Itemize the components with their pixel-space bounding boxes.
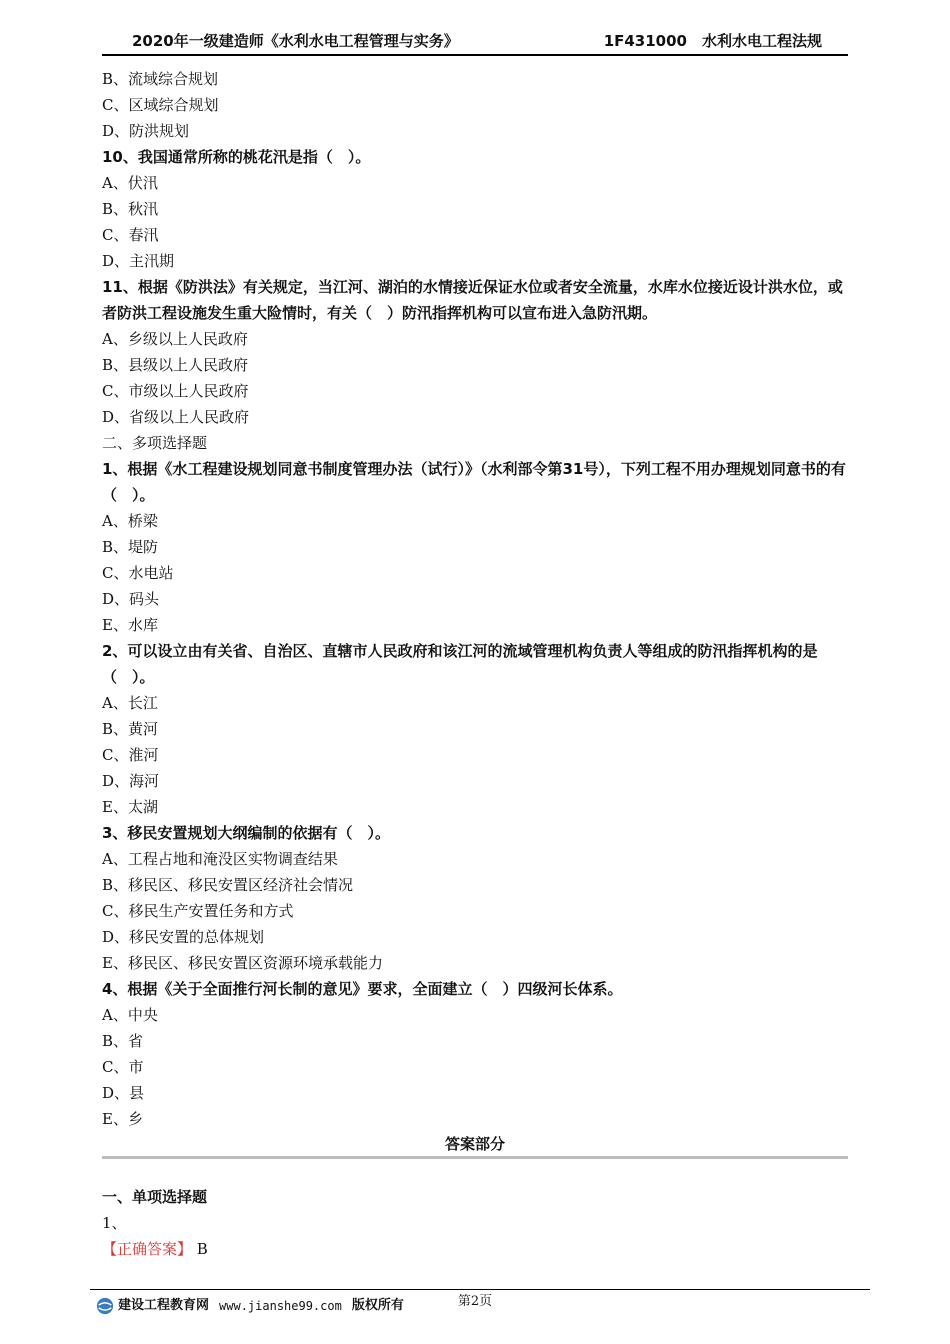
footer-rights: 版权所有 xyxy=(351,1298,404,1313)
option: A、长江 xyxy=(102,694,158,712)
correct-answer-value: B xyxy=(196,1240,208,1258)
option: D、码头 xyxy=(102,590,160,608)
option: C、春汛 xyxy=(102,226,159,244)
question-m3: 3、移民安置规划大纲编制的依据有（ ）。 xyxy=(102,824,390,842)
option: C、移民生产安置任务和方式 xyxy=(102,902,294,920)
question-content xyxy=(102,66,862,1132)
question-m1: 1、根据《水工程建设规划同意书制度管理办法（试行）》（水利部令第31号），下列工程不用办理规划同意书的有（ ）。 xyxy=(102,460,846,504)
answer-number: 1、 xyxy=(102,1214,127,1232)
option: E、移民区、移民安置区资源环境承载能力 xyxy=(102,954,383,972)
option: A、中央 xyxy=(102,1006,158,1024)
section-multiple-choice: 二、多项选择题 xyxy=(102,434,208,452)
option: C、区域综合规划 xyxy=(102,96,219,114)
option: D、海河 xyxy=(102,772,160,790)
option: E、太湖 xyxy=(102,798,158,816)
question-m4: 4、根据《关于全面推行河长制的意见》要求，全面建立（ ）四级河长体系。 xyxy=(102,980,623,998)
option: B、流域综合规划 xyxy=(102,70,219,88)
header-chapter: 1F431000 水利水电工程法规 xyxy=(603,32,822,50)
option: B、县级以上人民政府 xyxy=(102,356,249,374)
option: D、主汛期 xyxy=(102,252,175,270)
footer-url[interactable]: www.jianshe99.com xyxy=(219,1299,342,1313)
answer-section-title: 答案部分 xyxy=(102,1132,848,1159)
option: B、黄河 xyxy=(102,720,159,738)
option: C、市 xyxy=(102,1058,144,1076)
question-10: 10、我国通常所称的桃花汛是指（ ）。 xyxy=(102,148,371,166)
option: A、工程占地和淹没区实物调查结果 xyxy=(102,850,338,868)
page-number: 第2页 xyxy=(457,1294,493,1309)
option: B、移民区、移民安置区经济社会情况 xyxy=(102,876,354,894)
option: D、防洪规划 xyxy=(102,122,190,140)
globe-logo-icon xyxy=(96,1297,114,1315)
footer-brand-name: 建设工程教育网 xyxy=(118,1298,210,1313)
page-header xyxy=(102,32,848,56)
header-title: 2020年一级建造师《水利水电工程管理与实务》 xyxy=(132,32,459,50)
option: A、乡级以上人民政府 xyxy=(102,330,248,348)
footer-brand xyxy=(96,1296,404,1316)
option: B、堤防 xyxy=(102,538,159,556)
option: D、省级以上人民政府 xyxy=(102,408,250,426)
correct-answer xyxy=(102,1236,848,1262)
answer-block xyxy=(102,1184,848,1262)
option: D、移民安置的总体规划 xyxy=(102,928,265,946)
option: B、省 xyxy=(102,1032,144,1050)
option: C、淮河 xyxy=(102,746,159,764)
correct-answer-tag: 【正确答案】 xyxy=(102,1240,193,1258)
question-11: 11、根据《防洪法》有关规定，当江河、湖泊的水情接近保证水位或者安全流量，水库水位接近设计洪水位，或者防洪工程设施发生重大险情时，有关（ ）防汛指挥机构可以宣布进入急防汛期。 xyxy=(102,278,843,322)
option: A、桥梁 xyxy=(102,512,158,530)
answer-section-single: 一、单项选择题 xyxy=(102,1188,208,1206)
option: A、伏汛 xyxy=(102,174,158,192)
option: C、市级以上人民政府 xyxy=(102,382,249,400)
option: E、乡 xyxy=(102,1110,143,1128)
option: E、水库 xyxy=(102,616,158,634)
option: D、县 xyxy=(102,1084,145,1102)
question-m2: 2、可以设立由有关省、自治区、直辖市人民政府和该江河的流域管理机构负责人等组成的防汛指挥机构的是（ ）。 xyxy=(102,642,818,686)
option: C、水电站 xyxy=(102,564,174,582)
option: B、秋汛 xyxy=(102,200,159,218)
